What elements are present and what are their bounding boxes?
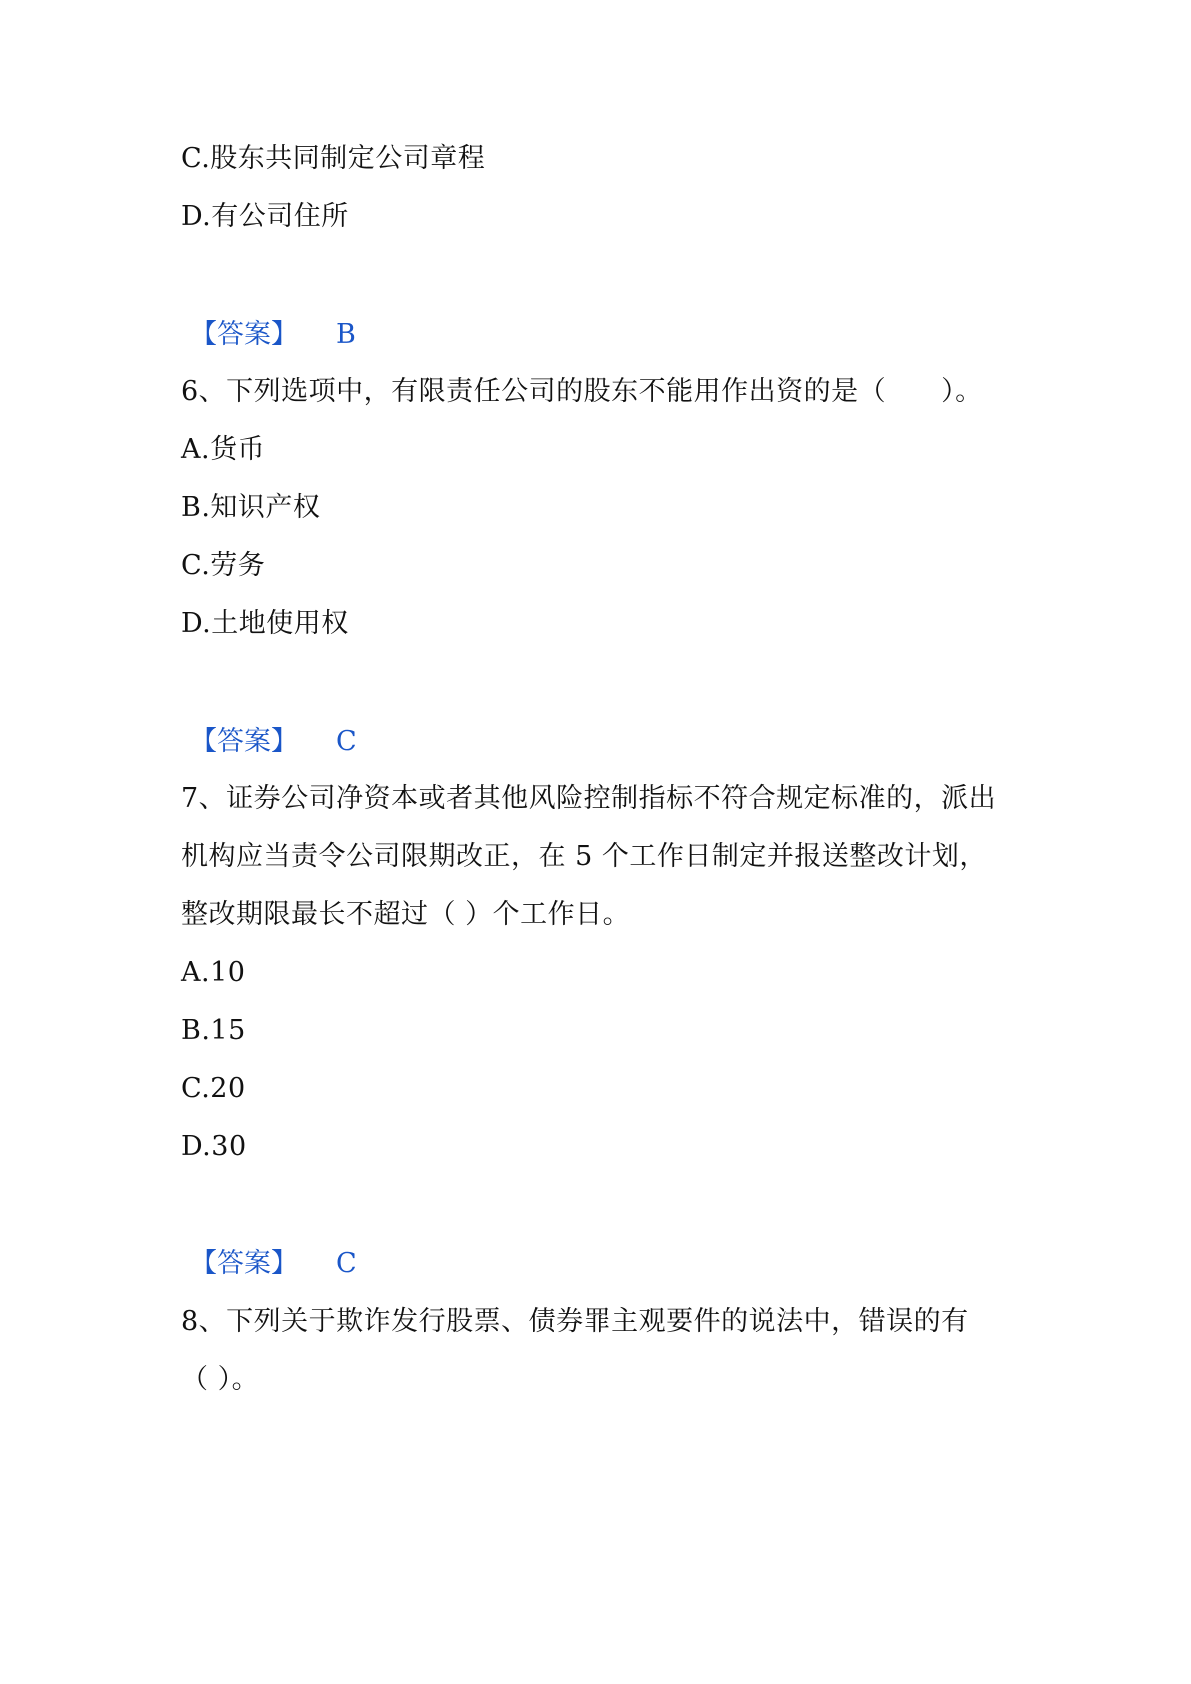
q7-stem-line-2: 机构应当责令公司限期改正，在 5 个工作日制定并报送整改计划，: [181, 841, 987, 872]
q5-answer-value: B: [336, 319, 356, 350]
q5-answer-row: [190, 318, 356, 352]
q7-option-c: C.20: [181, 1073, 246, 1104]
q8-stem-line-2: （ ）。: [181, 1364, 260, 1395]
q6-stem: 6、下列选项中，有限责任公司的股东不能用作出资的是（ ）。: [181, 376, 983, 407]
q6-option-d: D.土地使用权: [181, 608, 349, 639]
q6-option-b: B.知识产权: [181, 492, 321, 523]
q6-answer-value: C: [336, 726, 357, 757]
q8-stem-line-1: 8、下列关于欺诈发行股票、债券罪主观要件的说法中，错误的有: [181, 1306, 969, 1337]
q7-stem-line-1: 7、证券公司净资本或者其他风险控制指标不符合规定标准的，派出: [181, 783, 997, 814]
q7-answer-row: [190, 1247, 357, 1281]
q5-option-c: C.股东共同制定公司章程: [181, 143, 486, 174]
q7-answer-value: C: [336, 1248, 357, 1279]
q6-option-a: A.货币: [181, 434, 266, 465]
q6-option-c: C.劳务: [181, 550, 266, 581]
q7-option-d: D.30: [181, 1131, 247, 1162]
q5-answer-label: 【答案】: [190, 319, 298, 350]
q6-answer-label: 【答案】: [190, 726, 298, 757]
q5-option-d: D.有公司住所: [181, 201, 349, 232]
q7-option-a: A.10: [181, 957, 246, 988]
q7-option-b: B.15: [181, 1015, 246, 1046]
q7-answer-label: 【答案】: [190, 1248, 298, 1279]
q6-answer-row: [190, 725, 357, 759]
q7-stem-line-3: 整改期限最长不超过（ ）个工作日。: [181, 899, 631, 930]
